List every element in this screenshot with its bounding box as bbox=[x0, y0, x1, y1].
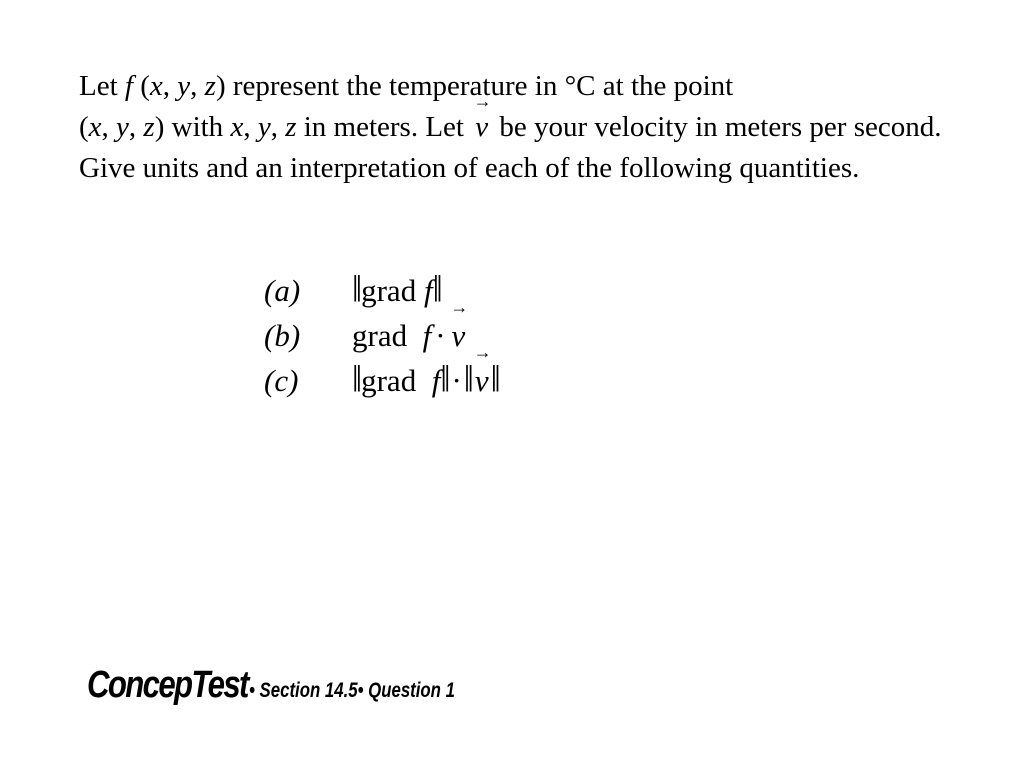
paren: ( bbox=[264, 273, 275, 308]
item-label bbox=[264, 313, 352, 358]
paren: ) bbox=[289, 318, 301, 353]
dot-operator: · bbox=[451, 363, 462, 398]
question-word: Let bbox=[79, 70, 118, 102]
norm-close: ‖ bbox=[432, 268, 442, 310]
dot-operator: · bbox=[435, 318, 446, 353]
var-x: x bbox=[149, 70, 163, 102]
paren: ( bbox=[264, 318, 275, 353]
var-f: f bbox=[431, 363, 441, 398]
item-label bbox=[264, 358, 352, 403]
question-segment: ) represent the temperature in °C at the point bbox=[215, 70, 734, 102]
var-z: z bbox=[285, 111, 297, 143]
norm-close: ‖ bbox=[490, 358, 500, 400]
item-letter: a bbox=[274, 273, 290, 308]
footer-caption bbox=[87, 664, 507, 707]
var-x: x bbox=[88, 111, 102, 143]
comma: , bbox=[162, 70, 171, 102]
paren: ( bbox=[140, 70, 150, 102]
quantity-b bbox=[264, 313, 500, 358]
var-x: x bbox=[230, 111, 244, 143]
paren: ( bbox=[264, 363, 275, 398]
vector-v: → v bbox=[450, 313, 468, 358]
paren: ) bbox=[289, 273, 301, 308]
paren: ) bbox=[288, 363, 299, 398]
var-y: y bbox=[177, 70, 191, 102]
grad-operator: grad bbox=[352, 318, 408, 353]
item-label bbox=[264, 268, 352, 313]
comma: , bbox=[190, 70, 198, 102]
comma: , bbox=[243, 111, 251, 143]
norm-open: ‖ bbox=[463, 358, 473, 400]
question-segment: ) with bbox=[154, 111, 224, 143]
section-label: • Section 14.5• Question 1 bbox=[249, 679, 456, 702]
question-text bbox=[79, 66, 959, 189]
comma: , bbox=[101, 111, 109, 143]
comma: , bbox=[270, 111, 278, 143]
var-f: f bbox=[423, 273, 433, 308]
question-segment: in meters. Let bbox=[303, 111, 464, 143]
vector-v: → v bbox=[471, 107, 492, 148]
quantity-list bbox=[264, 268, 500, 403]
question-segment: be your velocity in meters per second. Give units and an interpretation of each of the following quantities. bbox=[79, 111, 942, 184]
var-z: z bbox=[143, 111, 155, 143]
var-f: f bbox=[124, 70, 133, 102]
grad-operator: grad bbox=[361, 273, 417, 308]
norm-open: ‖ bbox=[352, 358, 362, 400]
quantity-c bbox=[264, 358, 500, 403]
grad-operator: grad bbox=[361, 363, 417, 398]
var-y: y bbox=[257, 111, 271, 143]
item-letter: c bbox=[274, 363, 289, 398]
var-y: y bbox=[116, 111, 129, 143]
var-z: z bbox=[204, 70, 216, 102]
paren: ( bbox=[79, 111, 89, 143]
vector-v: → v bbox=[473, 358, 491, 403]
norm-open: ‖ bbox=[352, 268, 362, 310]
norm-close: ‖ bbox=[440, 358, 450, 400]
var-f: f bbox=[422, 318, 432, 353]
brand-title: ConcepTest bbox=[87, 664, 248, 706]
item-letter: b bbox=[274, 318, 290, 353]
comma: , bbox=[128, 111, 137, 143]
